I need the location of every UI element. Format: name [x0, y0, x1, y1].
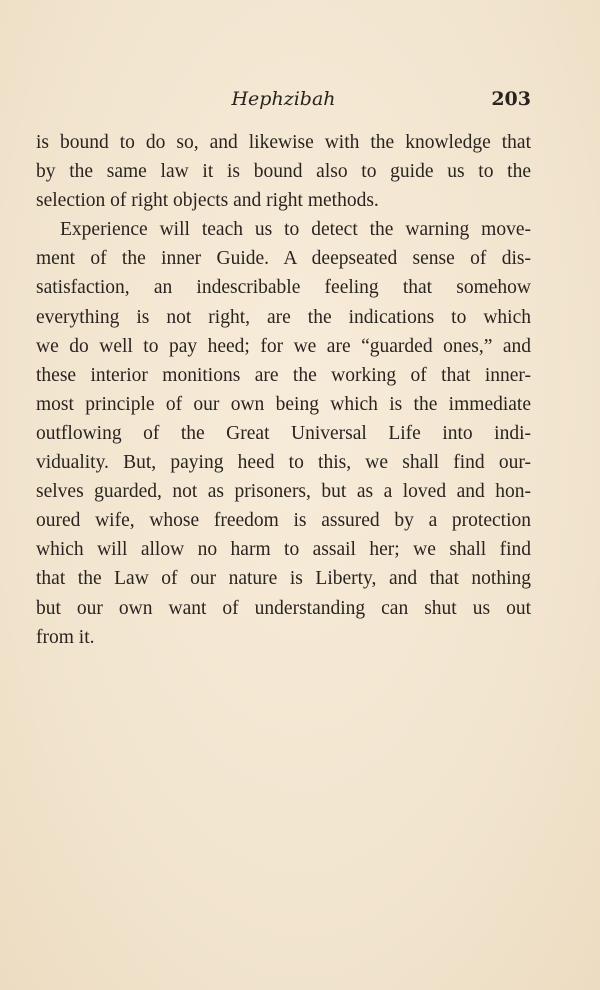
text-line: most principle of our own being which is the immediate: [36, 393, 531, 415]
text-line: but our own want of understanding can shut us out: [36, 597, 531, 619]
text-line: that the Law of our nature is Liberty, and that nothing: [36, 568, 531, 590]
paragraph: [36, 215, 531, 651]
text-line: which will allow no harm to assail her; we shall find: [36, 539, 531, 561]
paragraph: [36, 128, 531, 215]
text-line: ment of the inner Guide. A deepseated sense of dis-: [36, 248, 531, 270]
text-line: from it.: [36, 626, 95, 648]
text-line: these interior monitions are the working of that inner-: [36, 364, 531, 386]
text-line: Experience will teach us to detect the warning move-: [60, 219, 531, 241]
body-text: [36, 128, 531, 652]
text-line: outflowing of the Great Universal Life into indi-: [36, 422, 531, 444]
running-title: Hephzibah: [231, 88, 336, 110]
text-line: oured wife, whose freedom is assured by a protection: [36, 510, 531, 532]
text-line: satisfaction, an indescribable feeling that somehow: [36, 277, 531, 299]
running-head: [36, 84, 531, 114]
text-line: selves guarded, not as prisoners, but as a loved and hon-: [36, 481, 531, 503]
text-line: selection of right objects and right methods.: [36, 190, 379, 212]
text-line: by the same law it is bound also to guide us to the: [36, 161, 531, 183]
text-line: viduality. But, paying heed to this, we shall find our-: [36, 452, 531, 474]
page-number: 203: [491, 88, 531, 110]
text-line: we do well to pay heed; for we are “guarded ones,” and: [36, 335, 531, 357]
text-line: is bound to do so, and likewise with the knowledge that: [36, 132, 531, 153]
text-line: everything is not right, are the indications to which: [36, 306, 531, 328]
